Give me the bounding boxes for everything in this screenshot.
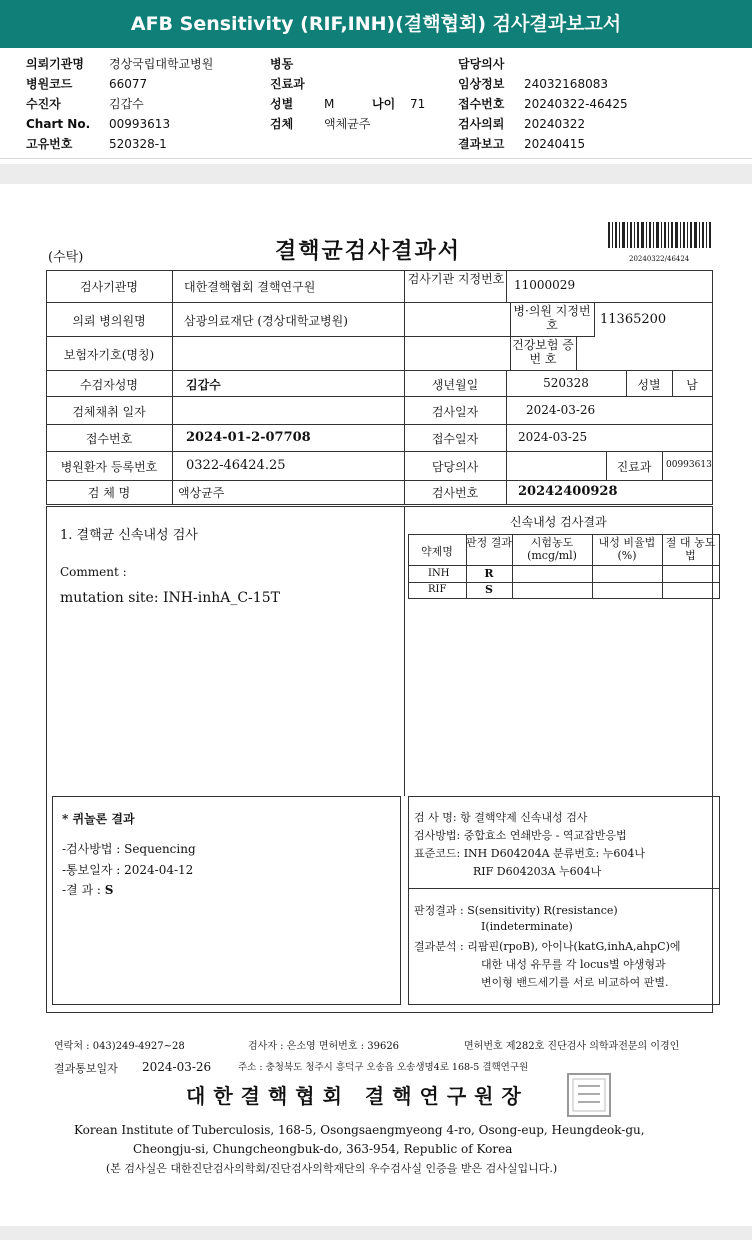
row-value-3: 남 xyxy=(686,378,698,392)
row-label: 보험자기호(명칭) xyxy=(63,348,155,362)
meta-value: 경상국립대학교병원 xyxy=(109,57,214,71)
row-value: 액상균주 xyxy=(178,486,225,500)
method-judge: 판정결과 : S(sensitivity) R(resistance) xyxy=(414,904,618,917)
patient-name: 김갑수 xyxy=(186,378,221,392)
row-line xyxy=(46,336,594,337)
box-border xyxy=(408,796,720,797)
meta-label: 의뢰기관명 xyxy=(26,57,84,71)
footer-license: 면허번호 제282호 진단검사 의학과전문의 이경인 xyxy=(464,1041,680,1052)
quinolone-label: -결 과 : xyxy=(62,883,101,897)
col-line xyxy=(576,336,577,371)
col-header: 시험농도 (mcg/ml) xyxy=(527,536,577,562)
footer-contact: 연락처 : 043)249-4927~28 xyxy=(54,1041,185,1052)
doc-tag: (수탁) xyxy=(48,250,84,265)
grid-line xyxy=(408,534,720,535)
grid-line xyxy=(719,534,720,599)
quinolone-label: -검사방법 : xyxy=(62,842,121,856)
area-border xyxy=(46,506,47,1013)
footer-report-date: 2024-03-26 xyxy=(142,1060,212,1074)
quinolone-value: 2024-04-12 xyxy=(124,863,194,877)
row-value-2: 2024-03-26 xyxy=(526,403,596,417)
meta-col-3 xyxy=(458,54,628,154)
institute-en-line2: Cheongju-si, Chungcheongbuk-do, 363-954, Republic of Korea xyxy=(133,1142,513,1156)
row-label: 접수번호 xyxy=(85,432,133,446)
footer-tester: 검사자 : 은소영 면허번호 : 39626 xyxy=(248,1041,400,1052)
quinolone-line xyxy=(62,840,196,857)
method-test-method: 검사방법: 중합효소 연쇄반응 - 역교잡반응법 xyxy=(414,829,627,842)
quinolone-value: Sequencing xyxy=(124,842,196,856)
meta-value: 66077 xyxy=(109,77,148,91)
box-border xyxy=(52,796,53,1005)
meta-label: 임상정보 xyxy=(458,77,505,91)
meta-value: 24032168083 xyxy=(524,77,608,91)
meta-label: 검체 xyxy=(270,117,294,131)
quinolone-label: -통보일자 : xyxy=(62,863,121,877)
meta-label: Chart No. xyxy=(26,117,91,131)
scanned-report xyxy=(10,184,742,1220)
row-label: 검체채취 일자 xyxy=(72,405,146,419)
row-label-2: 검사일자 xyxy=(431,405,479,419)
method-analysis: 대한 내성 유무를 각 locus별 야생형과 xyxy=(481,958,666,971)
meta-label: 고유번호 xyxy=(26,137,73,151)
gray-band-top xyxy=(0,164,752,184)
drug-name: INH xyxy=(428,568,450,579)
col-header: 절 대 농도법 xyxy=(665,536,716,562)
row-label-3: 성별 xyxy=(637,378,661,392)
report-header-title: AFB Sensitivity (RIF,INH)(결핵협회) 검사결과보고서 xyxy=(0,0,752,48)
meta-value: 액체균주 xyxy=(324,117,371,131)
meta-label: 검사의뢰 xyxy=(458,117,505,131)
age-value: 71 xyxy=(410,97,426,111)
gray-band-bottom xyxy=(0,1226,752,1240)
quinolone-line xyxy=(62,881,113,898)
quinolone-value: S xyxy=(104,883,114,897)
right-heading: 신속내성 검사결과 xyxy=(510,515,607,529)
method-analysis: 결과분석 : 리팜핀(rpoB), 아이나(katG,inhA,ahpC)에 xyxy=(414,940,681,953)
row-label: 병원환자 등록번호 xyxy=(60,460,158,474)
col-line xyxy=(172,270,173,505)
box-border xyxy=(400,796,401,1005)
row-line xyxy=(46,302,713,303)
grid-line xyxy=(408,565,720,566)
footer-address: 주소 : 충청북도 청주시 흥덕구 오송읍 오송생명4로 168-5 결핵연구원 xyxy=(238,1062,529,1073)
row-label: 수검자성명 xyxy=(80,378,138,392)
drug-result: R xyxy=(484,567,494,580)
table-border xyxy=(712,270,713,505)
test-number: 20242400928 xyxy=(518,484,618,499)
mutation-site: mutation site: INH-inhA_C-15T xyxy=(60,590,280,606)
row-value: 대한결핵협회 결핵연구원 xyxy=(184,280,316,294)
box-border xyxy=(52,1004,400,1005)
barcode-icon xyxy=(608,222,712,254)
method-test-name: 검 사 명: 항 결핵약제 신속내성 검사 xyxy=(414,811,588,824)
official-seal-icon xyxy=(566,1072,612,1118)
row-value-3: 00993613 xyxy=(666,460,712,470)
drug-result: S xyxy=(485,583,493,596)
grid-line xyxy=(408,598,720,599)
row-line xyxy=(46,480,713,481)
grid-line xyxy=(408,582,720,583)
col-line xyxy=(594,302,595,337)
row-value-2: 2024-03-25 xyxy=(518,430,588,444)
col-line xyxy=(506,270,507,303)
row-value-2: 520328 xyxy=(543,376,589,390)
meta-value: M xyxy=(324,97,335,111)
row-label-2: 건강보험 증 번 호 xyxy=(512,338,574,366)
box-border xyxy=(408,796,409,1005)
certification-note: (본 검사실은 대한진단검사의학회/진단검사의학재단의 우수검사실 인증을 받은 검사실입니다.) xyxy=(106,1162,558,1175)
col-line xyxy=(662,451,663,481)
meta-col-1 xyxy=(26,54,213,154)
meta-value: 520328-1 xyxy=(109,137,167,151)
meta-label: 수진자 xyxy=(26,97,61,111)
meta-label: 병원코드 xyxy=(26,77,73,91)
row-label-2: 생년월일 xyxy=(431,378,479,392)
row-label-2: 담당의사 xyxy=(431,460,479,474)
row-value: 2024-01-2-07708 xyxy=(186,430,311,445)
institute-name: 대한결핵협회 결핵연구원장 xyxy=(186,1084,529,1108)
meta-label: 진료과 xyxy=(270,77,305,91)
meta-label: 결과보고 xyxy=(458,137,505,151)
method-analysis: 변이형 밴드세기를 서로 비교하여 판별. xyxy=(481,976,669,989)
area-divider xyxy=(404,506,405,796)
meta-label: 접수번호 xyxy=(458,97,505,111)
row-label-2: 병·의원 지정번호 xyxy=(513,304,591,332)
meta-label: 담당의사 xyxy=(458,57,505,71)
drug-name: RIF xyxy=(428,584,447,595)
quinolone-title: * 퀴놀론 결과 xyxy=(62,812,135,826)
area-border xyxy=(46,1012,713,1013)
meta-label: 병동 xyxy=(270,57,294,71)
row-line xyxy=(46,424,713,425)
barcode-number: 20240322/46424 xyxy=(629,255,690,263)
row-value-2: 11365200 xyxy=(600,312,667,327)
col-header: 약제명 xyxy=(421,545,453,558)
table-border xyxy=(46,270,713,271)
meta-label: 성별 xyxy=(270,97,294,111)
row-line xyxy=(46,396,713,397)
box-border xyxy=(719,796,720,1005)
area-border xyxy=(46,506,713,507)
row-value: 0322-46424.25 xyxy=(186,458,286,473)
col-header: 판정 결과 xyxy=(466,536,513,549)
row-line xyxy=(46,451,713,452)
row-value: 삼광의료재단 (경상대학교병원) xyxy=(184,314,348,328)
box-border xyxy=(408,1004,720,1005)
meta-value: 20240415 xyxy=(524,137,586,151)
col-line xyxy=(506,370,507,505)
footer-report-label: 결과통보일자 xyxy=(54,1062,118,1075)
institute-en-line1: Korean Institute of Tuberculosis, 168-5, Osongsaengmyeong 4-ro, Osong-eup, Heungdeok-gu, xyxy=(74,1123,645,1137)
table-border xyxy=(46,504,713,505)
row-label-2: 접수일자 xyxy=(431,432,479,446)
divider xyxy=(0,158,752,159)
row-label: 의뢰 병의원명 xyxy=(72,314,146,328)
meta-col-2 xyxy=(270,54,425,134)
box-border xyxy=(52,796,400,797)
col-header: 내성 비율법(%) xyxy=(598,536,656,562)
row-label: 검 체 명 xyxy=(87,486,131,500)
method-judge: I(indeterminate) xyxy=(481,920,573,933)
quinolone-line xyxy=(62,861,193,878)
method-code: 표준코드: INH D604204A 분류번호: 누604나 xyxy=(414,847,645,860)
comment-label: Comment : xyxy=(60,565,127,579)
row-value-2: 11000029 xyxy=(514,278,576,292)
row-label-2: 검사기관 지정번호 xyxy=(407,272,505,286)
row-line xyxy=(46,370,713,371)
box-border xyxy=(408,888,720,889)
method-code: RIF D604203A 누604나 xyxy=(473,865,602,878)
row-label-3: 진료과 xyxy=(616,460,652,474)
meta-value: 김갑수 xyxy=(109,97,144,111)
row-label: 검사기관명 xyxy=(80,280,138,294)
age-label: 나이 xyxy=(372,97,396,111)
left-heading: 1. 결핵균 신속내성 검사 xyxy=(60,528,198,543)
meta-value: 20240322 xyxy=(524,117,586,131)
doc-title: 결핵균검사결과서 xyxy=(275,238,462,264)
meta-value: 20240322-46425 xyxy=(524,97,628,111)
row-label-2: 검사번호 xyxy=(431,486,479,500)
meta-value: 00993613 xyxy=(109,117,171,131)
